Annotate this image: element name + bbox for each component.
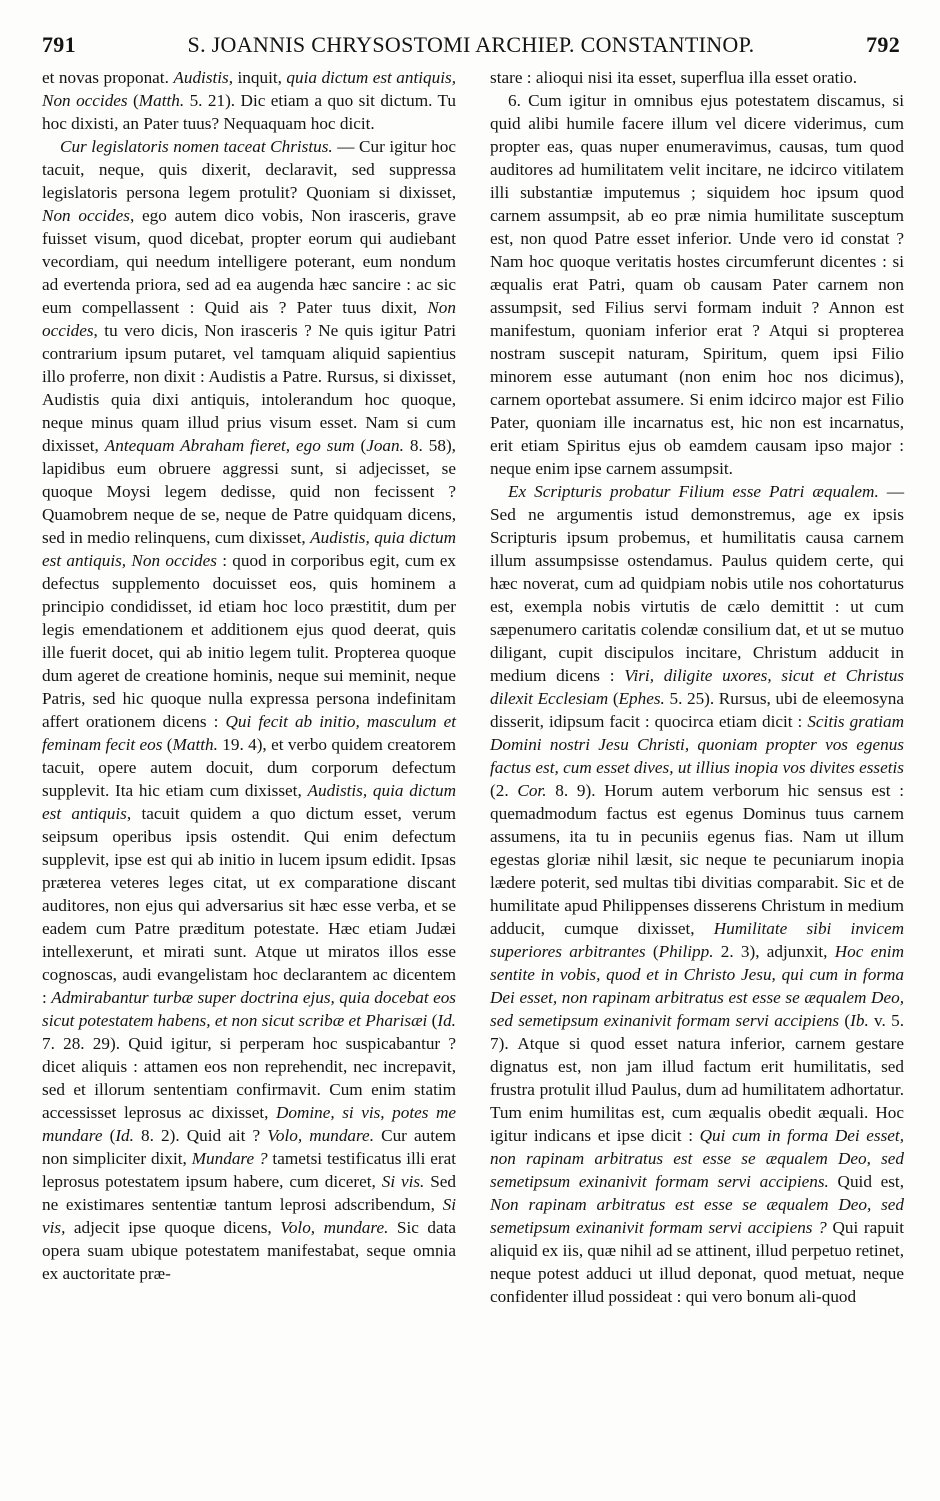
text-run: inquit, xyxy=(233,68,287,87)
text-run: 7. 28. 29). Quid igitur, si perperam hoc suspicabantur ? dicet aliquis : attamen eos non reprehendit, nec increpavit, sed et illorum sententiam confirmavit. Cum enim statim accessisset leprosus ac dixisset, xyxy=(42,1034,456,1122)
paragraph xyxy=(490,480,904,1308)
italic-text: Humilitate sibi invicem superiores arbitrantes xyxy=(490,919,904,961)
italic-text: Id. xyxy=(115,1126,134,1145)
text-run: adjecit ipse quoque dicens, xyxy=(65,1218,281,1237)
paragraph xyxy=(490,89,904,480)
italic-text: Qui fecit ab initio, masculum et feminam fecit eos xyxy=(42,712,456,754)
text-run: , ego autem dico vobis, Non irasceris, grave fuisset visum, quod dicebat, propter eorum qui audiebant vecordiam, qui needum intelligere poterant, eum nondum ad evertenda priora, sed ad ea augenda hæc sancire : ac sic eum compellassent : Quid ais ? Pater tuus dixit, xyxy=(42,206,456,317)
italic-text: Admirabantur turbæ super doctrina ejus, quia docebat eos sicut potestatem habens, et non sicut scribæ et Pharisæi xyxy=(42,988,456,1030)
italic-text: quia dictum est antiquis, Non occides xyxy=(42,68,456,110)
italic-text: Hoc enim sentite in vobis, quod et in Christo Jesu, qui cum in forma Dei esset, non rapinam arbitratus est esse se æqualem Deo, sed semetipsum exinanivit formam servi accipiens xyxy=(490,942,904,1030)
italic-text: Joan. xyxy=(366,436,404,455)
running-header xyxy=(42,28,900,62)
italic-text: Ephes. xyxy=(618,689,665,708)
text-run: ( xyxy=(354,436,367,455)
text-run: — Cur igitur hoc tacuit, neque, quis dixerit, declaravit, sed suppressa legislatoris persona legem protulit? Quoniam si dixisset, xyxy=(42,137,456,202)
text-run: 5. 25). Rursus, ubi de eleemosyna disserit, idipsum facit : quocirca etiam dicit : xyxy=(490,689,904,731)
text-run: 5. 21). Dic etiam a quo sit dictum. Tu hoc dixisti, an Pater tuus? Nequaquam hoc dicit. xyxy=(42,91,456,133)
text-run: — Sed ne argumentis istud demonstremus, age ex ipsis Scripturis ipsum probemus, et humilitatis causa carnem illum assumpsisse ostendamus. Paulus quidem certe, qui hæc noverat, cum ad quidpiam nobis utile nos cohortaturus est, exempla nobis virtutis de cælo demittit : ut cum sæpenumero caritatis colendæ consilium dat, et ut se mutuo diligant, cupit discipulos incitare, Christum adducit in medium dicens : xyxy=(490,482,905,685)
text-run: Cur autem non simpliciter dixit, xyxy=(42,1126,456,1168)
italic-text: Si vis, xyxy=(42,1195,456,1237)
text-run: ( xyxy=(162,735,173,754)
italic-text: Audistis, xyxy=(173,68,234,87)
text-run: Qui rapuit aliquid ex iis, quæ nihil ad se attinent, illud perpetuo retinet, neque potest adduci ut illud deponat, quod metuat, neque confidenter illud possideat : qui vero bonum ali-quod xyxy=(490,1218,904,1306)
left-column xyxy=(42,66,456,1285)
paragraph xyxy=(42,135,456,1285)
italic-text: Volo, mundare. xyxy=(267,1126,374,1145)
text-run: 8. 58), lapidibus eum obruere aggressi sunt, si adjecisset, se quoque Moysi legem dedisse, quid non fecissent ? Quamobrem neque de se, neque de Patre quidquam dicens, sed in medio relinquens, cum dixisset, xyxy=(42,436,456,547)
italic-text: Philipp. xyxy=(658,942,714,961)
italic-text: Ex Scripturis probatur Filium esse Patri æqualem. xyxy=(508,482,879,501)
italic-text: Non occides xyxy=(42,206,130,225)
right-column xyxy=(490,66,904,1308)
page-number-right: 792 xyxy=(866,32,900,57)
paragraph xyxy=(490,66,904,89)
italic-text: Audistis, quia dictum est antiquis xyxy=(42,781,456,823)
text-run: v. 5. 7). Atque si quod esset natura inferior, carnem gestare dignatus est, non jam illud factum erit humilitatis, sed frustra protulit illud Paulus, dum ad humilitatem adhortatur. Tum enim humilitas est, cum æqualis obedit æquali. Hoc igitur indicans et ipse dicit : xyxy=(490,1011,904,1145)
italic-text: Id. xyxy=(437,1011,456,1030)
italic-text: Scitis gratiam Domini nostri Jesu Christi, quoniam propter vos egenus factus est, cum esset dives, ut illius inopia vos divites essetis xyxy=(490,712,904,777)
italic-text: Antequam Abraham fieret, ego sum xyxy=(104,436,355,455)
text-run: 2. 3), adjunxit, xyxy=(713,942,835,961)
italic-text: Cur legislatoris nomen taceat Christus. xyxy=(60,137,333,156)
italic-text: Mundare ? xyxy=(191,1149,268,1168)
italic-text: Viri, diligite uxores, sicut et Christus dilexit Ecclesiam xyxy=(490,666,904,708)
text-run: ( xyxy=(127,91,139,110)
text-run: : quod in corporibus egit, cum ex defectus supplemento docuisset eos, quis hominem a principio condidisset, id etiam hoc loco præstitit, dum per legis emendationem et additionem ejus quod deerat, quis ille fuerit docet, qui ab initio legem tulit. Propterea quoque dum ageret de creatione hominis, neque sui meminit, neque Patris, sed hic quoque nulla expressa persona indefinitam affert orationem dicens : xyxy=(42,551,456,731)
text-run: 6. Cum igitur in omnibus ejus potestatem discamus, si quid alibi humile facere illum vel dicere viderimus, cum propter eas, quas nuper enumeravimus, causas, tum quod auditores ad humilitatem velit incitare, ne idcirco vitilatem illi substantiæ imputemus ; siquidem hoc ipsum quod carnem assumpsit, ab eo præ nimia humilitate susceptum est, non quod Patre esset inferior. Unde vero id constat ? Nam hoc quoque veritatis hostes circumferunt dicentes : si æqualis erat Patri, quam ob causam Pater carnem non assumpsit, sed Filius servi formam induit ? Annon est manifestum, quoniam inferior erat ? Atqui si propterea nostram suscepit naturam, Spiritum, quem ipsi Filio minorem esse autumant (non enim hoc nos dicimus), carnem oportebat assumere. Si enim idcirco major est Filio Pater, quoniam ille incarnatus est, hic non est incarnatus, erit etiam Spiritus ejus ob eamdem causam ipso major : neque enim ipse carnem assumpsit. xyxy=(490,91,904,478)
italic-text: Matth. xyxy=(138,91,185,110)
italic-text: Si vis. xyxy=(381,1172,425,1191)
italic-text: Ib. xyxy=(850,1011,869,1030)
text-run: ( xyxy=(839,1011,851,1030)
italic-text: Non rapinam arbitratus est esse se æqualem Deo, sed semetipsum exinanivit formam servi accipiens ? xyxy=(490,1195,904,1237)
text-run: , tacuit quidem a quo dictum esset, verum seipsum operibus ipsis ostendit. Qui enim defectum supplevit, ipse est qui ab initio in lucem ipsum edidit. Ipsas præterea veteres leges citat, ut ex comparatione discant auditores, non ejus qui adversarius sit hæc esse verba, et se eadem cum Patre præditum potestate. Hæc etiam Judæi intellexerunt, et mirati sunt. Atque ut miratos illos esse cognoscas, audi evangelistam hoc declarantem ac dicentem : xyxy=(42,804,456,1007)
italic-text: Non occides xyxy=(42,298,456,340)
text-run: , tu vero dicis, Non irasceris ? Ne quis igitur Patri contrarium ipsum putaret, vel tamquam aliquid sapientius illo proferre, non dixit : Audistis a Patre. Rursus, si dixisset, Audistis quia dixi antiquis, intolerandum hoc quoque, neque minus quam illud prius visum esset. Nam si cum dixisset, xyxy=(42,321,456,455)
text-run: ( xyxy=(427,1011,438,1030)
italic-text: Domine, si vis, potes me mundare xyxy=(42,1103,457,1145)
text-run: tametsi testificatus illi erat leprosus potestatem ipsum habere, cum diceret, xyxy=(42,1149,456,1191)
text-run: 8. 2). Quid ait ? xyxy=(133,1126,268,1145)
text-run: stare : alioqui nisi ita esset, superflua illa esset oratio. xyxy=(490,68,858,87)
text-run: 8. 9). Horum autem verborum hic sensus est : quemadmodum factus est egenus Dominus tuus carnem assumens, ita tu in pecuniis egenus fias. Nam ut illum egestas gloriæ nihil læsit, sic neque te pecuniarum inopia lædere poterit, sed multas tibi divitias comparabit. Sic et de humilitate apud Philippenses disserens Christum in medium adducit, cumque dixisset, xyxy=(490,781,904,938)
text-run: (2. xyxy=(490,781,518,800)
text-run: Quid est, xyxy=(828,1172,904,1191)
text-run: Sic data opera suam ubique potestatem manifestabat, seque omnia ex auctoritate præ- xyxy=(42,1218,457,1283)
text-run: 19. 4), et verbo quidem creatorem tacuit, opere autem docuit, dum corporum defectum supplevit. Ita hic etiam cum dixisset, xyxy=(42,735,456,800)
italic-text: Volo, mundare. xyxy=(280,1218,389,1237)
text-run: ( xyxy=(645,942,659,961)
page-number-left: 791 xyxy=(42,32,76,57)
italic-text: Matth. xyxy=(172,735,218,754)
paragraph xyxy=(42,66,456,135)
text-run: Sed ne existimares sententiæ tantum leprosi adscribendum, xyxy=(42,1172,457,1214)
italic-text: Audistis, quia dictum est antiquis, Non occides xyxy=(42,528,456,570)
text-run: et novas proponat. xyxy=(42,68,174,87)
text-run: ( xyxy=(102,1126,116,1145)
running-title: S. JOANNIS CHRYSOSTOMI ARCHIEP. CONSTANTINOP. xyxy=(187,32,755,57)
text-run: ( xyxy=(608,689,619,708)
italic-text: Cor. xyxy=(517,781,547,800)
italic-text: Qui cum in forma Dei esset, non rapinam arbitratus est esse se æqualem Deo, sed semetipsum exinanivit formam servi accipiens. xyxy=(490,1126,904,1191)
